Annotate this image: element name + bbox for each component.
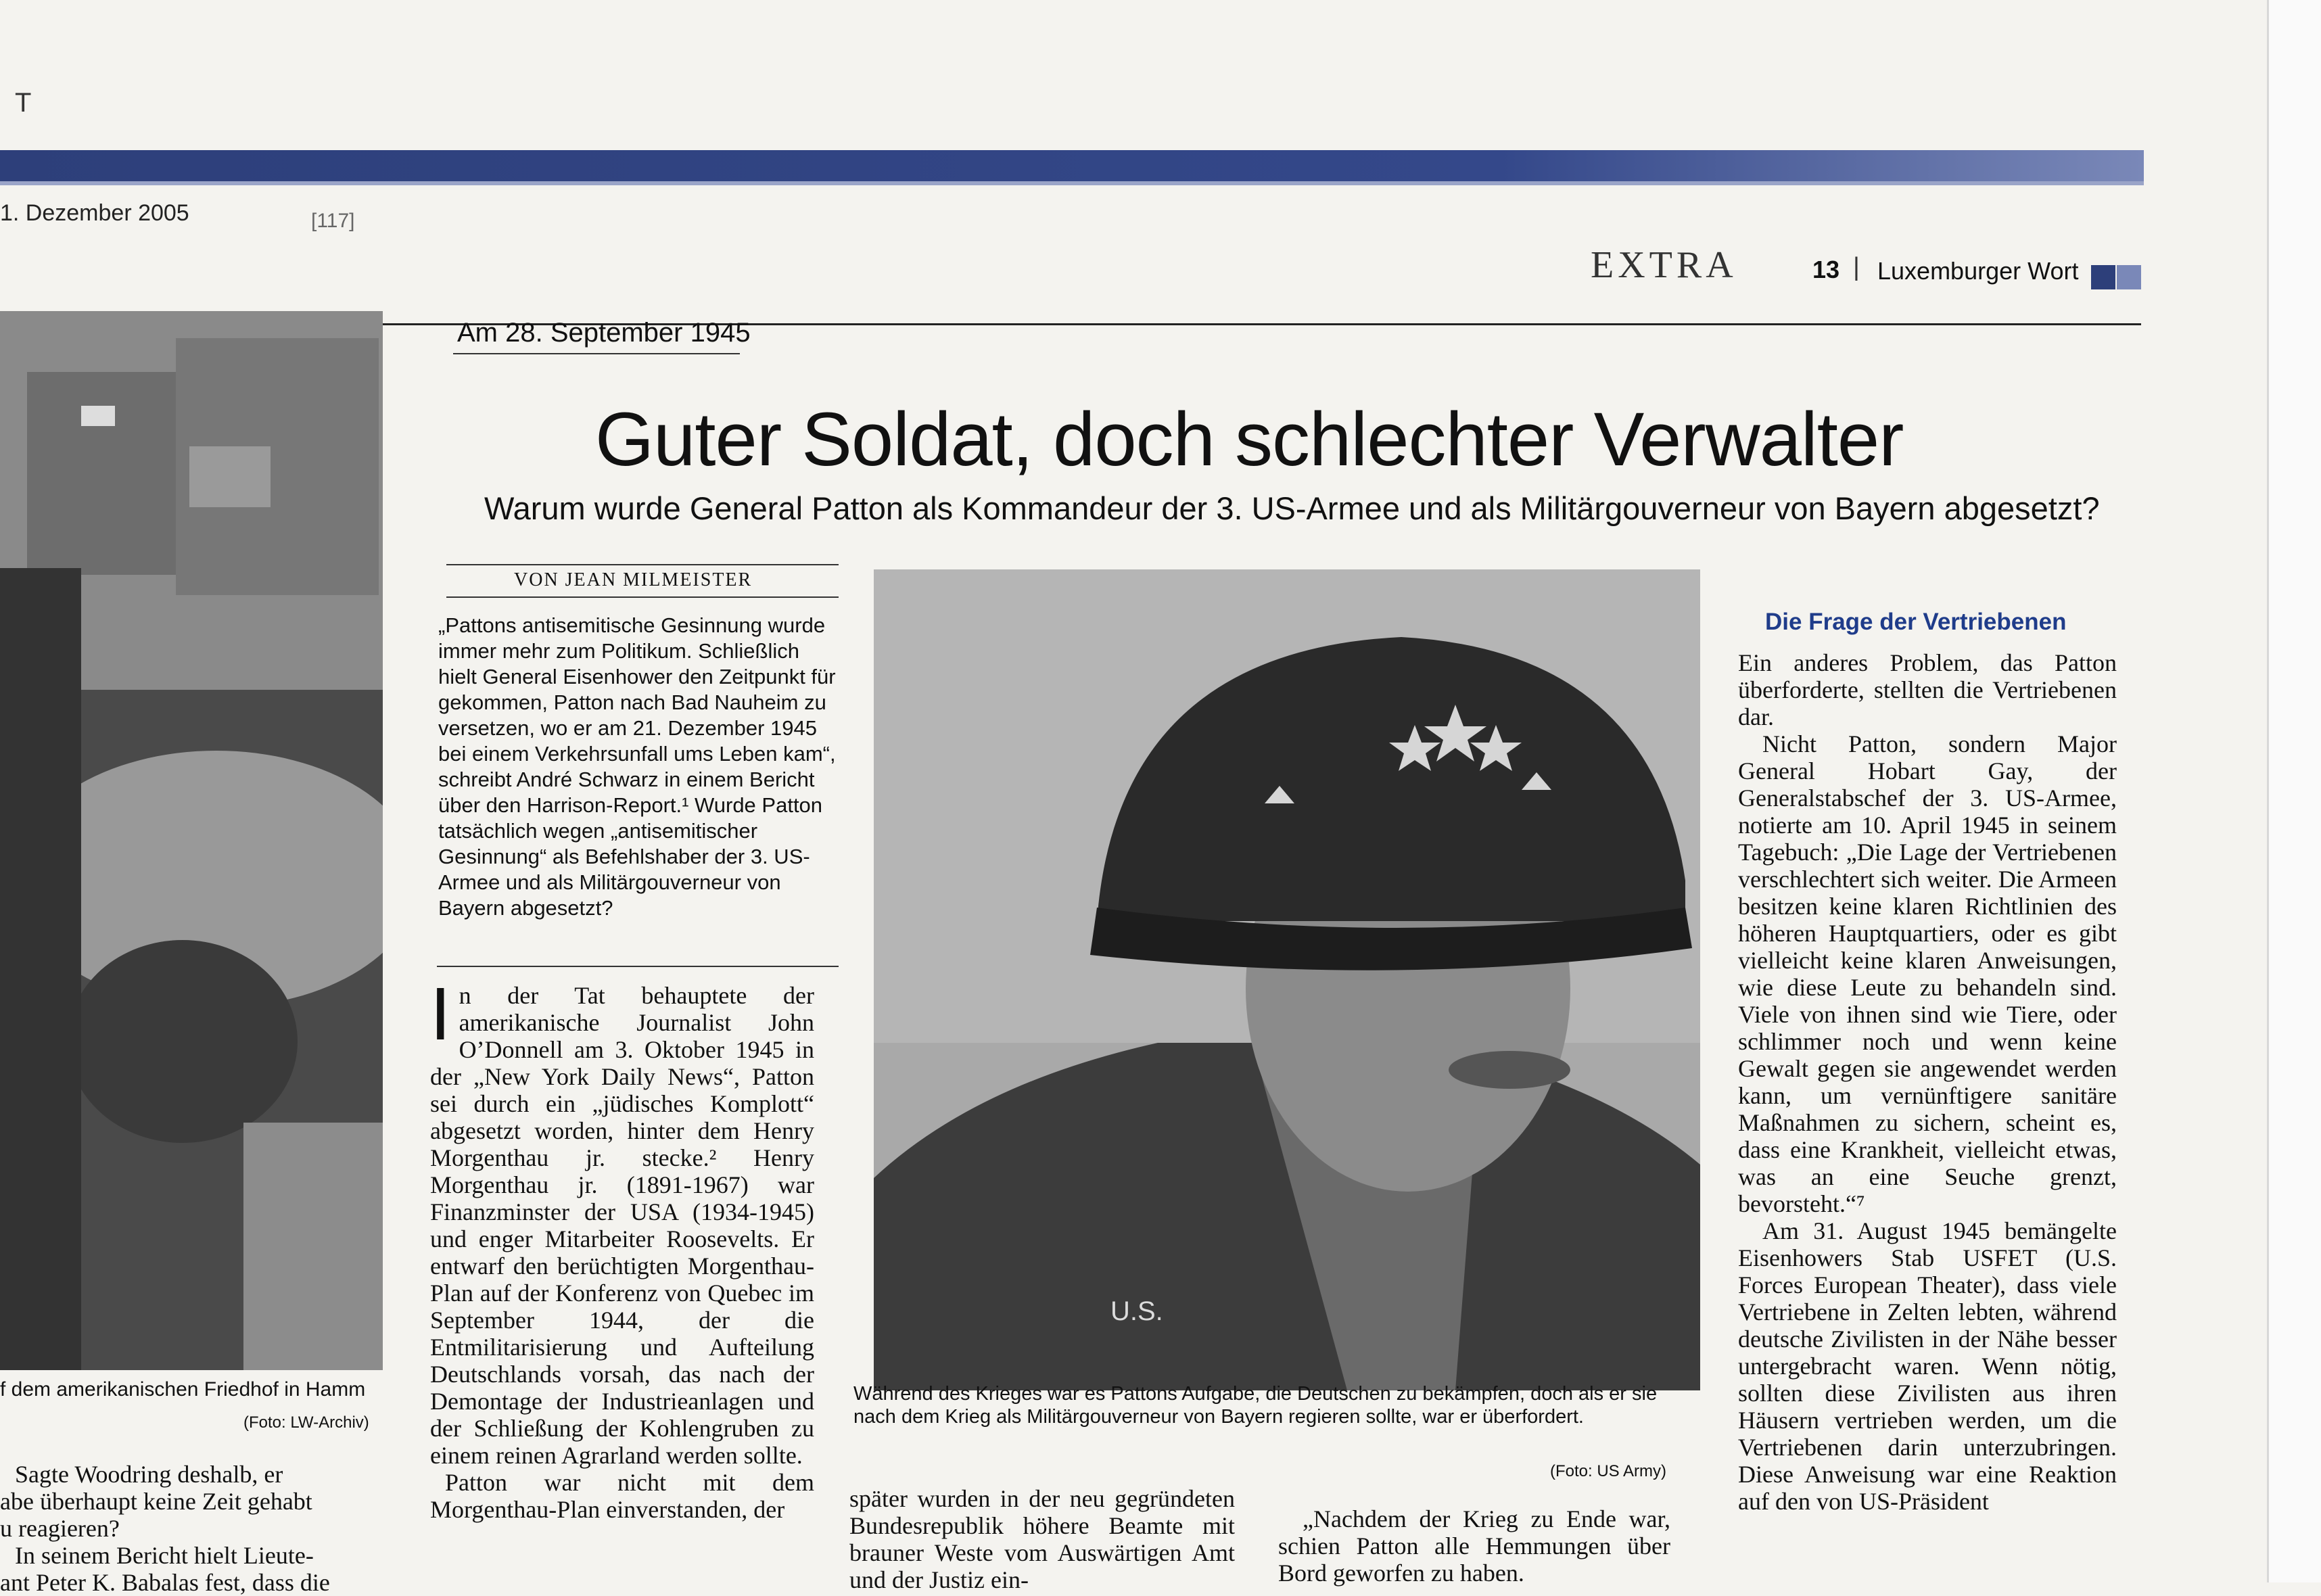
left-text-line: u reagieren?	[0, 1515, 120, 1542]
drop-cap: I	[430, 972, 451, 1056]
column-2-body: später wurden in der neu gegründeten Bundesrepublik höhere Beamte mit brauner Weste vom Auswärtigen Amt und der Justiz ein-	[849, 1485, 1235, 1593]
byline-rule-top	[446, 564, 839, 565]
patton-portrait-image	[874, 569, 1700, 1390]
paper-logo-block-light	[2117, 265, 2141, 289]
left-text-line: abe überhaupt keine Zeit gehabt	[0, 1488, 312, 1515]
right-paragraph: Am 31. August 1945 bemängelte Eisenhowers Stab USFET (U.S. Forces European Theater), dass viele Vertriebene in Zelten lebten, während deutsche Zivilisten in der Nähe besser untergebracht waren. Wenn nötig, sollten diese Zivilisten aus ihren Häusern vertrieben werden, um die Vertriebenen darin unterzubringen. Diese Anweisung war eine Reaktion auf den von US-Präsident	[1738, 1217, 2117, 1515]
section-label: EXTRA	[1591, 244, 1737, 286]
article-headline: Guter Soldat, doch schlechter Verwalter	[595, 397, 1904, 482]
page-number: 13	[1812, 256, 1840, 283]
issue-code: [117]	[311, 210, 355, 232]
header-separator: |	[1853, 253, 1860, 281]
left-photo-caption: f dem amerikanischen Friedhof in Hamm	[0, 1378, 366, 1401]
left-text-line: ant Peter K. Babalas fest, dass die	[0, 1569, 330, 1596]
column-1-body	[430, 972, 814, 1523]
uniform-insignia: U.S.	[1110, 1296, 1163, 1326]
article-intro: „Pattons antisemitische Gesinnung wurde immer mehr zum Politikum. Schließlich hielt General Eisenhower den Zeitpunkt für gekommen, Patton nach Bad Nauheim zu versetzen, wo er am 21. Dezember 1945 bei einem Verkehrsunfall ums Leben kam“, schreibt André Schwarz in einem Bericht über den Harrison-Report.¹ Wurde Patton tatsächlich wegen „antisemitischer Gesinnung“ als Befehlshaber der 3. US-Armee und als Militärgouverneur von Bayern abgesetzt?	[438, 613, 836, 920]
left-column-fragment	[0, 1461, 383, 1596]
right-subhead: Die Frage der Vertriebenen	[1765, 609, 2067, 635]
left-text-line: In seinem Bericht hielt Lieute-	[15, 1542, 314, 1569]
intro-rule	[437, 966, 839, 967]
article-subheadline: Warum wurde General Patton als Kommandeur der 3. US-Armee und als Militärgouverneur von Bayern abgesetzt?	[484, 490, 2100, 526]
kicker-rule	[453, 353, 740, 354]
column-1-text: n der Tat behauptete der amerikanische Journalist John O’Donnell am 3. Oktober 1945 in der „New York Daily News“, Patton sei durch ein „jüdisches Komplott“ abgesetzt worden, hinter dem Henry Morgenthau jr. stecke.² Henry Morgenthau jr. (1891-1967) war Finanzminster der USA (1934-1945) und enger Mitarbeiter Roosevelts. Er entwarf den berüchtigten Morgenthau-Plan auf der Konferenz von Quebec im September 1944, der die Entmilitarisierung und Aufteilung Deutschlands vorsah, das nach der Demontage der Industrieanlagen und der Schließung der Kohlengruben zu einem reinen Agrarland werden sollte.	[430, 982, 814, 1469]
issue-date: 1. Dezember 2005	[0, 200, 189, 226]
article-kicker: Am 28. September 1945	[457, 318, 751, 348]
right-paragraph: Ein anderes Problem, das Patton überforderte, stellten die Vertriebenen dar.	[1738, 649, 2117, 730]
left-photo-credit: (Foto: LW-Archiv)	[243, 1413, 369, 1432]
left-text-line: Sagte Woodring deshalb, er	[15, 1461, 283, 1488]
corner-mark: T	[15, 88, 32, 118]
header-color-bar-thin	[0, 181, 2144, 185]
column-3-body: „Nachdem der Krieg zu Ende war, schien Patton alle Hemmungen über Bord geworfen zu haben.	[1278, 1505, 1670, 1587]
page-edge	[2267, 0, 2321, 1582]
byline: VON JEAN MILMEISTER	[514, 569, 753, 590]
paper-logo-block	[2091, 265, 2115, 289]
left-photo	[0, 311, 383, 1370]
byline-rule-bottom	[446, 596, 839, 598]
column-1-text-2: Patton war nicht mit dem Morgenthau-Plan einverstanden, der	[430, 1469, 814, 1523]
paper-name: Luxemburger Wort	[1877, 257, 2079, 285]
photo-credit: (Foto: US Army)	[1550, 1462, 1667, 1480]
right-column-body	[1738, 649, 2117, 1515]
patton-photo	[874, 569, 1700, 1390]
street-scene-image	[0, 311, 383, 1370]
right-paragraph: Nicht Patton, sondern Major General Hobart Gay, der Generalstabschef der 3. US-Armee, notierte am 10. April 1945 in seinem Tagebuch: „Die Lage der Vertriebenen verschlechtert sich weiter. Die Armeen besitzen keine klaren Richtlinien des höheren Hauptquartiers, oder es gibt vielleicht keine klaren Anweisungen, wie diese Leute zu behandeln sind. Viele von ihnen sind wie Tiere, oder schlimmer noch und wenn keine Gewalt gegen sie angewendet werden kann, um vernünftigere sanitäre Maßnahmen zu sichern, scheint es, dass eine Krankheit, vielleicht etwas, was an eine Seuche grenzt, bevorsteht.“⁷	[1738, 730, 2117, 1217]
header-color-bar	[0, 150, 2144, 181]
photo-caption: Während des Krieges war es Pattons Aufgabe, die Deutschen zu bekämpfen, doch als er sie nach dem Krieg als Militärgouverneur von Bayern regieren sollte, war er überfordert.	[853, 1383, 1658, 1428]
